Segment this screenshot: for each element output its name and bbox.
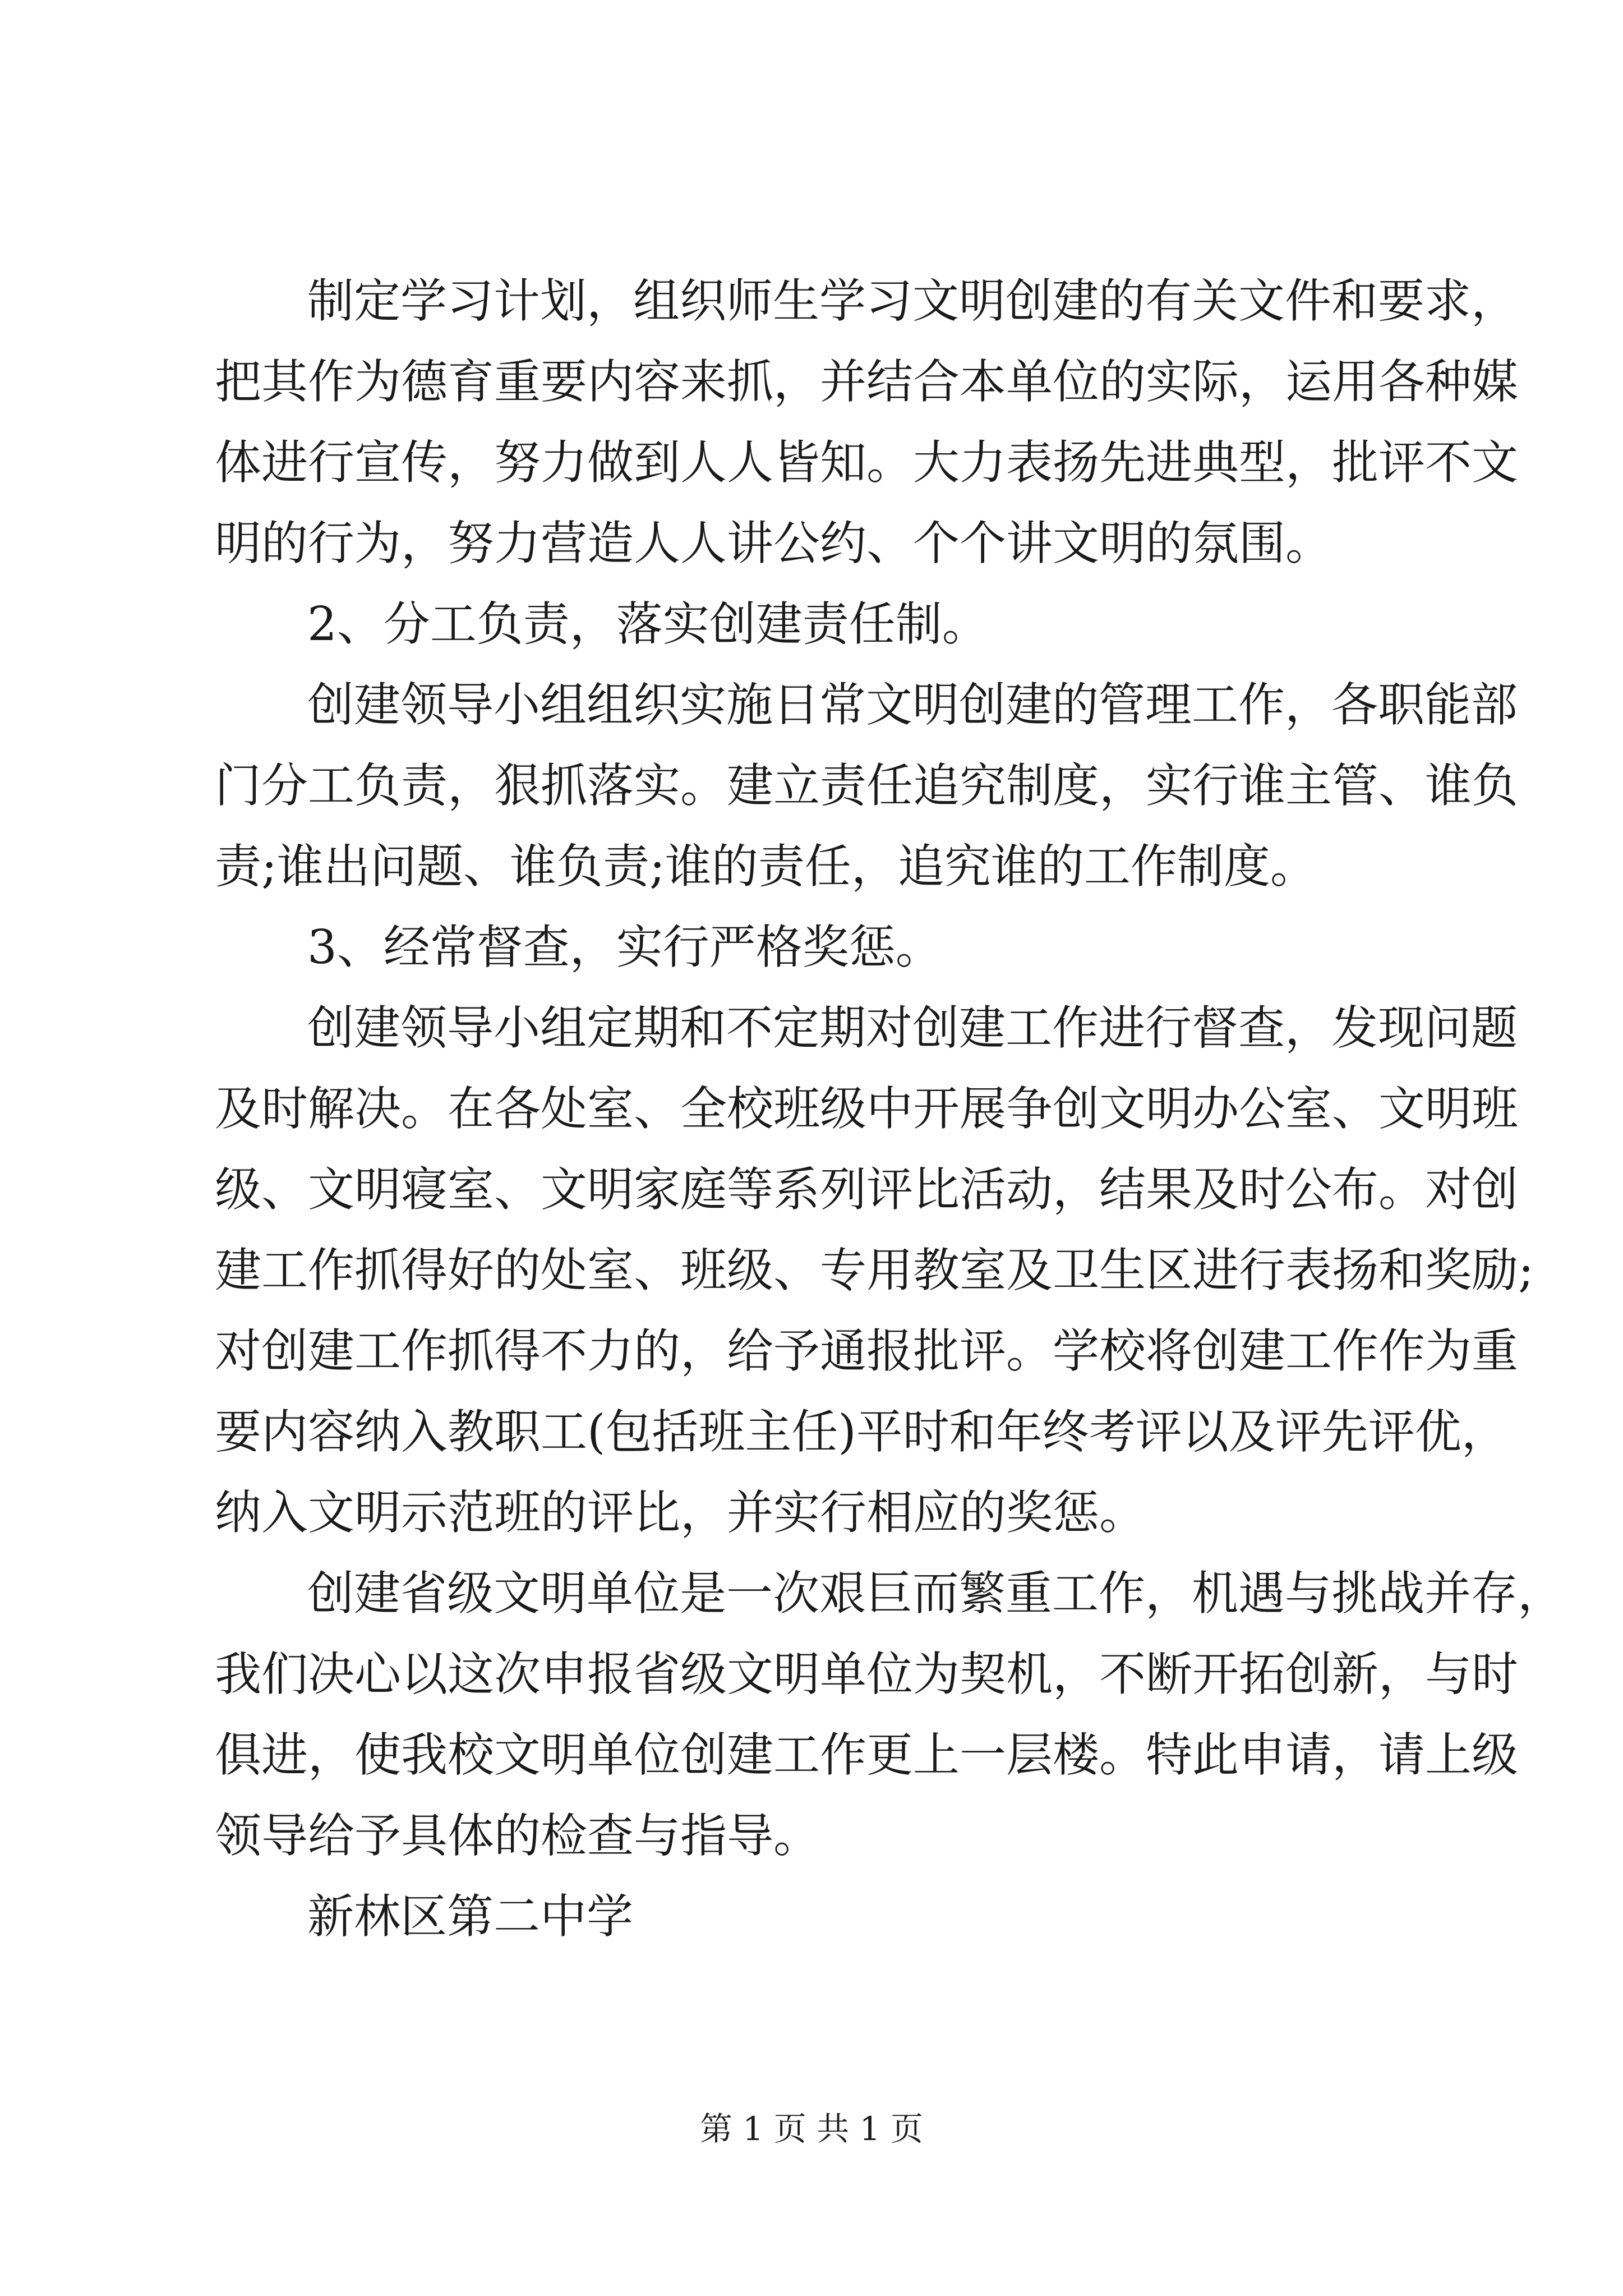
body-line: 门分工负责，狠抓落实。建立责任追究制度，实行谁主管、谁负 — [215, 758, 1518, 813]
signature-line: 新林区第二中学 — [307, 1889, 633, 1944]
body-line: 责;谁出问题、谁负责;谁的责任，追究谁的工作制度。 — [215, 839, 1317, 894]
body-line: 我们决心以这次申报省级文明单位为契机，不断开拓创新，与时 — [215, 1647, 1518, 1701]
body-line: 明的行为，努力营造人人讲公约、个个讲文明的氛围。 — [215, 516, 1332, 570]
page-number-footer: 第 1 页 共 1 页 — [700, 2110, 923, 2148]
body-line: 创建省级文明单位是一次艰巨而繁重工作，机遇与挑战并存， — [307, 1566, 1564, 1621]
body-line: 建工作抓得好的处室、班级、专用教室及卫生区进行表扬和奖励; — [215, 1243, 1534, 1297]
section-heading: 3、经常督查，实行严格奖惩。 — [307, 920, 942, 974]
body-line: 要内容纳入教职工(包括班主任)平时和年终考评以及评先评优， — [215, 1405, 1508, 1459]
body-line: 领导给予具体的检查与指导。 — [215, 1809, 820, 1863]
body-line: 制定学习计划，组织师生学习文明创建的有关文件和要求， — [307, 274, 1518, 328]
body-line: 对创建工作抓得不力的，给予通报批评。学校将创建工作作为重 — [215, 1324, 1518, 1378]
body-line: 俱进，使我校文明单位创建工作更上一层楼。特此申请，请上级 — [215, 1728, 1518, 1782]
body-line: 体进行宣传，努力做到人人皆知。大力表扬先进典型，批评不文 — [215, 435, 1518, 490]
section-heading: 2、分工负责，落实创建责任制。 — [307, 597, 989, 651]
body-line: 及时解决。在各处室、全校班级中开展争创文明办公室、文明班 — [215, 1082, 1518, 1136]
body-line: 纳入文明示范班的评比，并实行相应的奖惩。 — [215, 1485, 1146, 1540]
body-line: 级、文明寝室、文明家庭等系列评比活动，结果及时公布。对创 — [215, 1162, 1518, 1217]
body-line: 创建领导小组定期和不定期对创建工作进行督查，发现问题 — [307, 1001, 1518, 1055]
body-line: 创建领导小组组织实施日常文明创建的管理工作，各职能部 — [307, 678, 1518, 732]
body-line: 把其作为德育重要内容来抓，并结合本单位的实际，运用各种媒 — [215, 355, 1518, 409]
document-body — [215, 261, 1564, 1957]
